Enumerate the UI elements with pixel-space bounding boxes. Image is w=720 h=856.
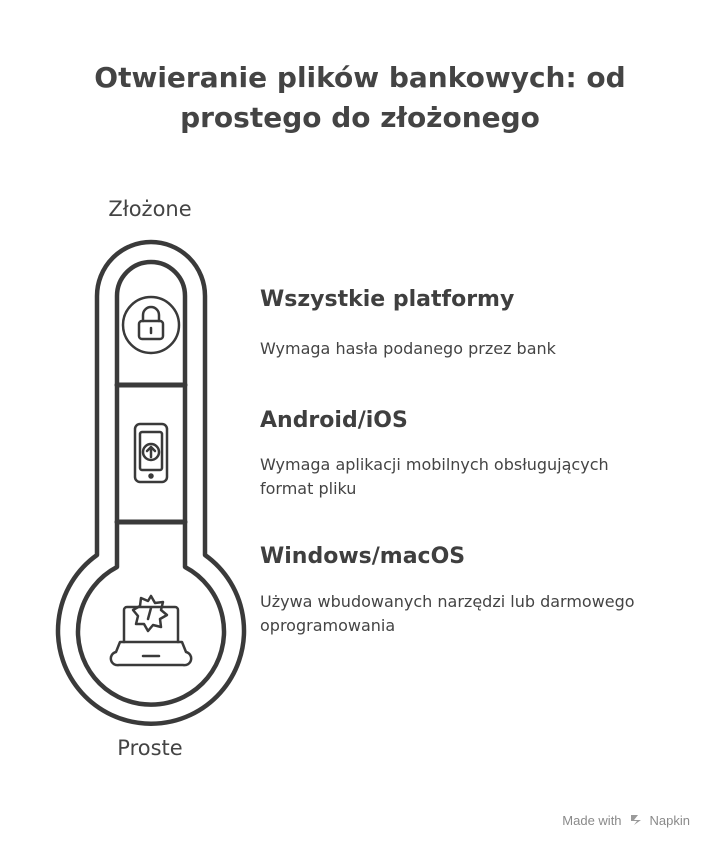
page-title: Otwieranie plików bankowych: od prostego do złożonego <box>94 61 626 134</box>
scale-bottom-label: Proste <box>117 736 183 760</box>
footer-prefix: Made with <box>562 812 622 828</box>
made-with-napkin-badge[interactable] <box>562 812 690 828</box>
level-description-desktop: Używa wbudowanych narzędzi lub darmowego oprogramowania <box>260 592 635 635</box>
laptop-gear-icon <box>111 596 191 665</box>
napkin-logo-icon <box>628 812 644 828</box>
smartphone-upload-icon <box>135 424 167 482</box>
level-title-all-platforms: Wszystkie platformy <box>260 287 515 312</box>
level-title-desktop: Windows/macOS <box>260 544 466 569</box>
scale-top-label: Złożone <box>108 197 192 221</box>
level-title-mobile: Android/iOS <box>260 408 408 433</box>
footer-brand: Napkin <box>649 812 690 828</box>
padlock-icon <box>123 297 179 353</box>
level-description-mobile: Wymaga aplikacji mobilnych obsługujących format pliku <box>260 455 609 498</box>
level-description-all-platforms: Wymaga hasła podanego przez bank <box>260 339 556 358</box>
